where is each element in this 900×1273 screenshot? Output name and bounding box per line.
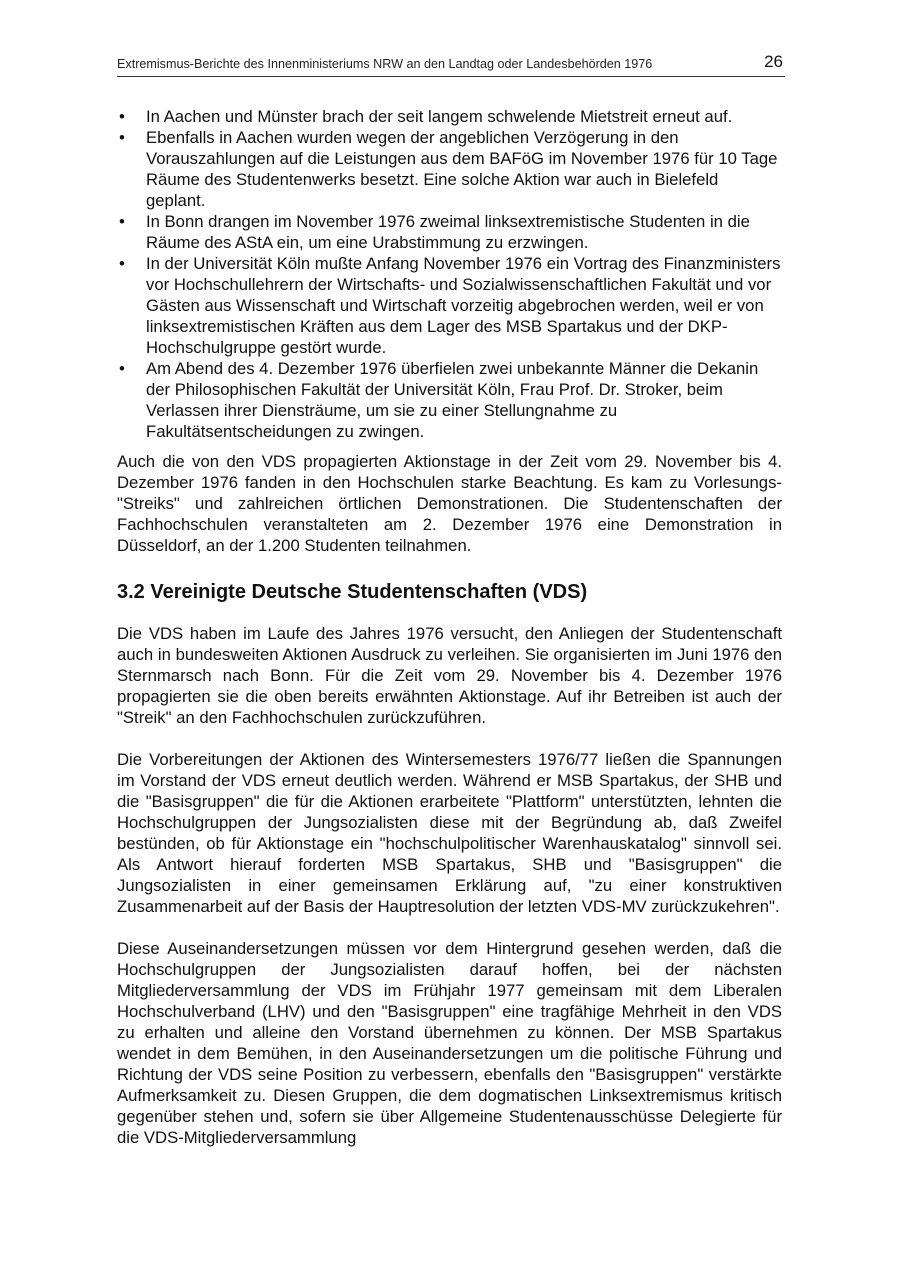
bullet-icon: •: [119, 212, 125, 231]
list-item-text: Ebenfalls in Aachen wurden wegen der angeblichen Verzögerung in den Vorauszahlungen auf die Leistungen aus dem BAFöG im November 1976 für 10 Tage Räume des Studentenwerks besetzt. Eine solche Aktion war auch in Bielefeld geplant.: [146, 128, 778, 210]
list-item-text: Am Abend des 4. Dezember 1976 überfielen zwei unbekannte Männer die Dekanin der Philosophischen Fakultät der Universität Köln, Frau Prof. Dr. Stroker, beim Verlassen ihrer Diensträume, um sie zu einer Stellungnahme zu Fakultätsentscheidungen zu zwingen.: [146, 359, 759, 441]
list-item-text: In Bonn drangen im November 1976 zweimal linksextremistische Studenten in die Räume des AStA ein, um eine Urabstimmung zu erzwingen.: [146, 212, 750, 252]
paragraph-vds-intro: Die VDS haben im Laufe des Jahres 1976 versucht, den Anliegen der Studentenschaft auch in bundesweiten Aktionen Ausdruck zu verleihen. Sie organisierten im Juni 1976 den Sternmarsch nach Bonn. Für die Zeit vom 29. November bis 4. Dezember 1976 propagierten sie die oben bereits erwähnten Aktionstage. Auf ihr Betreiben ist auch der "Streik" an den Fachhochschulen zurückzuführen.: [117, 624, 782, 727]
bullet-icon: •: [119, 107, 125, 126]
paragraph-vds-vorbereitungen: Die Vorbereitungen der Aktionen des Wintersemesters 1976/77 ließen die Spannungen im Vorstand der VDS erneut deutlich werden. Während er MSB Spartakus, der SHB und die "Basisgruppen" die für die Aktionen erarbeitete "Plattform" unterstützten, lehnten die Hochschulgruppen der Jungsozialisten diese mit der Begründung ab, daß Zweifel bestünden, ob für Aktionstage ein "hochschulpolitischer Warenhauskatalog" sinnvoll sei. Als Antwort hierauf forderten MSB Spartakus, SHB und "Basisgruppen" die Jungsozialisten in einer gemeinsamen Erklärung auf, "zu einer konstruktiven Zusammenarbeit auf der Basis der Hauptresolution der letzten VDS-MV zurückzukehren".: [117, 750, 782, 916]
bullet-icon: •: [119, 359, 125, 378]
list-item: [117, 211, 782, 253]
list-item-text: In der Universität Köln mußte Anfang November 1976 ein Vortrag des Finanzministers vor Hochschullehrern der Wirtschafts- und Sozialwissenschaftlichen Fakultät und vor Gästen aus Wissenschaft und Wirtschaft vorzeitig abgebrochen werden, weil er von linksextremistischen Kräften aus dem Lager des MSB Spartakus und der DKP-Hochschulgruppe gestört wurde.: [146, 254, 781, 357]
list-item: [117, 358, 782, 442]
bullet-icon: •: [119, 254, 125, 273]
bullet-list: [117, 106, 782, 442]
page-number: 26: [764, 52, 783, 71]
bullet-icon: •: [119, 128, 125, 147]
section-heading: 3.2 Vereinigte Deutsche Studentenschaften (VDS): [117, 581, 588, 603]
page-body: [117, 106, 782, 1148]
list-item: [117, 106, 782, 127]
header-title: Extremismus-Berichte des Innenministeriums NRW an den Landtag oder Landesbehörden 1976: [117, 57, 653, 71]
list-item-text: In Aachen und Münster brach der seit langem schwelende Mietstreit erneut auf.: [146, 107, 733, 126]
paragraph-aktionstage: Auch die von den VDS propagierten Aktionstage in der Zeit vom 29. November bis 4. Dezember 1976 fanden in den Hochschulen starke Beachtung. Es kam zu Vorlesungs-"Streiks" und zahlreichen örtlichen Demonstrationen. Die Studentenschaften der Fachhochschulen veranstalteten am 2. Dezember 1976 eine Demonstration in Düsseldorf, an der 1.200 Studenten teilnahmen.: [117, 452, 782, 555]
paragraph-vds-auseinandersetzungen: Diese Auseinandersetzungen müssen vor dem Hintergrund gesehen werden, daß die Hochschulgruppen der Jungsozialisten darauf hoffen, bei der nächsten Mitgliederversammlung der VDS im Frühjahr 1977 gemeinsam mit dem Liberalen Hochschulverband (LHV) und den "Basisgruppen" eine tragfähige Mehrheit in den VDS zu erhalten und alleine den Vorstand übernehmen zu können. Der MSB Spartakus wendet in dem Bemühen, in den Auseinandersetzungen um die politische Führung und Richtung der VDS seine Position zu verbessern, ebenfalls den "Basisgruppen" verstärkte Aufmerksamkeit zu. Diesen Gruppen, die dem dogmatischen Linksextremismus kritisch gegenüber stehen und, sofern sie über Allgemeine Studentenausschüsse Delegierte für die VDS-Mitgliederversammlung: [117, 939, 782, 1147]
list-item: [117, 253, 782, 358]
running-header: [117, 50, 785, 77]
list-item: [117, 127, 782, 211]
